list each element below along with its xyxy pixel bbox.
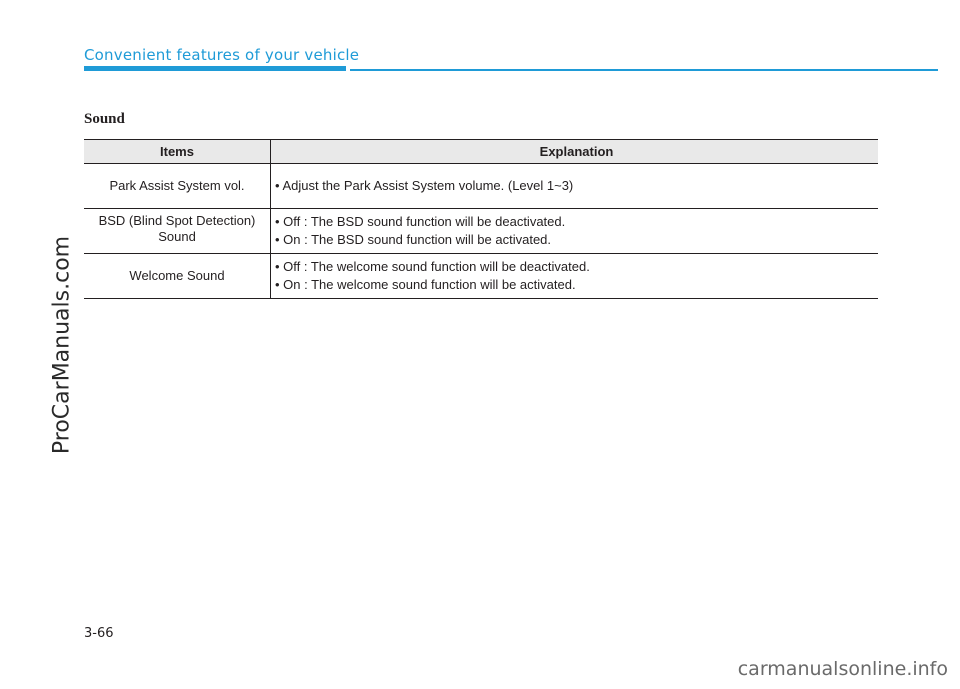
table-header-row: [84, 140, 878, 164]
page-number: 3-66: [84, 626, 114, 641]
explanation-cell: [271, 254, 878, 298]
explanation-line: • Off : The welcome sound function will be deactivated.: [275, 259, 590, 274]
explanation-cell: [271, 209, 878, 253]
header-bar-thin: [350, 69, 938, 71]
table-row: [84, 164, 878, 209]
explanation-line: • Off : The BSD sound function will be deactivated.: [275, 214, 566, 229]
item-bsd-sound: BSD (Blind Spot Detection) Sound: [84, 209, 271, 253]
explanation-line: • Adjust the Park Assist System volume. (Level 1~3): [275, 178, 574, 193]
header-title: Convenient features of your vehicle: [84, 46, 360, 64]
explanation-line: • On : The BSD sound function will be activated.: [275, 232, 552, 247]
header-items: Items: [84, 140, 271, 163]
watermark-left-text: ProCarManuals.com: [49, 235, 75, 455]
section-title: Sound: [84, 111, 125, 127]
header-bar-thick: [84, 66, 346, 71]
explanation-line: • On : The welcome sound function will be activated.: [275, 277, 576, 292]
item-park-assist: Park Assist System vol.: [84, 164, 271, 208]
header-explanation: Explanation: [539, 143, 614, 159]
sound-table: [84, 139, 878, 299]
table-row: [84, 209, 878, 254]
table-row: [84, 254, 878, 299]
explanation-cell: [271, 164, 878, 208]
watermark-bottom-text: carmanualsonline.info: [737, 658, 948, 680]
item-welcome-sound: Welcome Sound: [84, 254, 271, 298]
